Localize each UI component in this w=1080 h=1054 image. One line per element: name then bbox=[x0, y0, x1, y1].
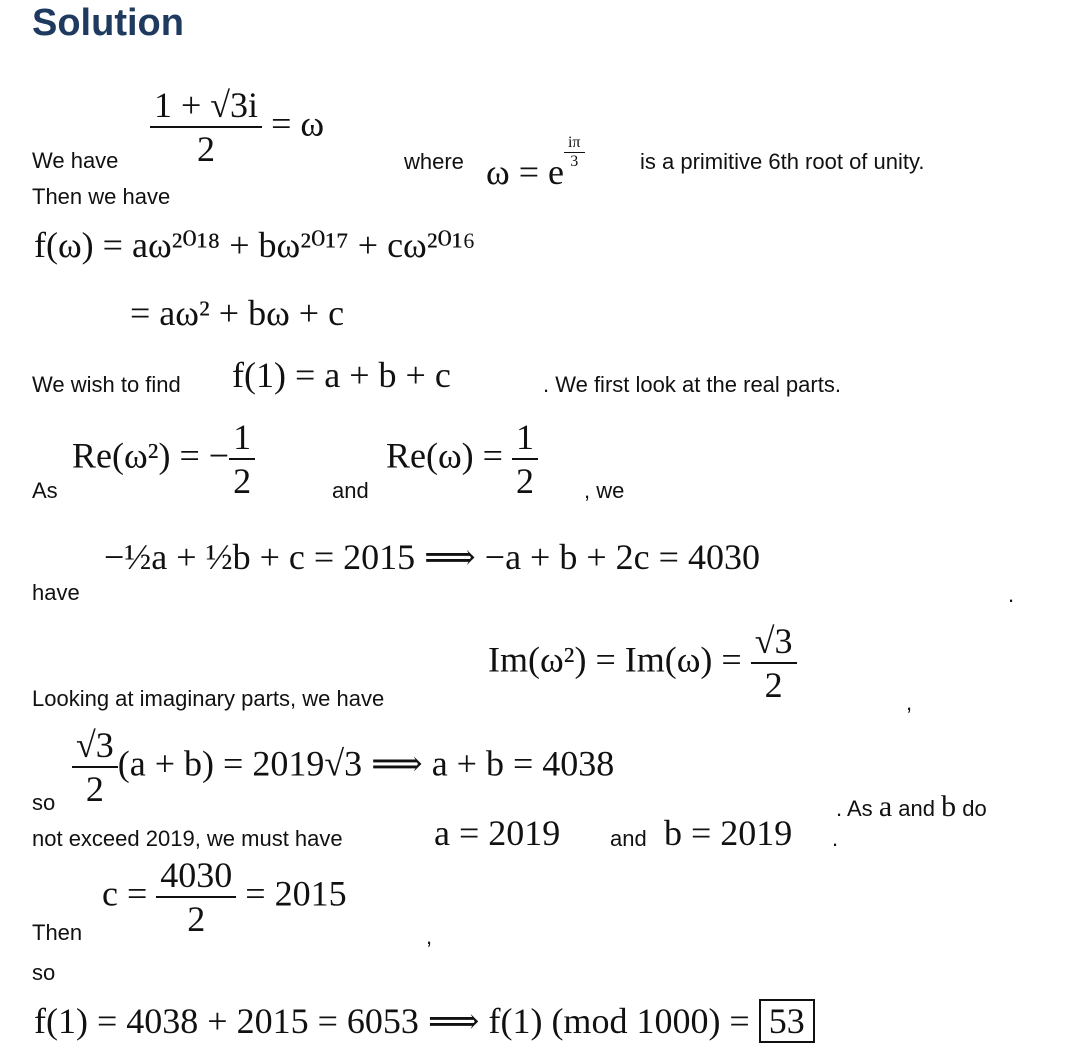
equation-f1-sum: f(1) = a + b + c bbox=[232, 355, 451, 395]
answer-box: 53 bbox=[759, 999, 815, 1043]
page-title: Solution bbox=[32, 2, 184, 44]
re-w-numerator: 1 bbox=[515, 417, 534, 457]
text-comma: , bbox=[906, 690, 913, 715]
text-as-a-b bbox=[836, 790, 987, 824]
im-result-numerator: √3 bbox=[76, 725, 114, 765]
equation-imag-parts bbox=[488, 620, 797, 706]
text-looking-imag: Looking at imaginary parts, we have bbox=[32, 686, 385, 711]
im-result-rhs: (a + b) = 2019√3 ⟹ a + b = 4038 bbox=[117, 743, 615, 784]
text-we-wish: We wish to find bbox=[32, 372, 181, 397]
exponent-numerator: iπ bbox=[567, 134, 581, 151]
var-a: a bbox=[878, 790, 893, 823]
equation-re-omega bbox=[386, 416, 538, 502]
text-as-2: . As bbox=[836, 796, 873, 821]
im-result-fraction bbox=[72, 724, 118, 810]
re-w-denominator: 2 bbox=[512, 458, 538, 502]
equals-omega: = ω bbox=[271, 103, 325, 144]
text-and-b: and bbox=[898, 796, 935, 821]
equation-re-omega-squared bbox=[72, 416, 255, 502]
omega-definition bbox=[150, 84, 324, 170]
equation-final bbox=[34, 1000, 815, 1042]
text-do: do bbox=[962, 796, 987, 821]
text-then: Then bbox=[32, 920, 83, 945]
text-where: where bbox=[404, 149, 464, 174]
equation-f-omega-line1: f(ω) = aω²⁰¹⁸ + bω²⁰¹⁷ + cω²⁰¹⁶ bbox=[34, 225, 476, 265]
im-denominator: 2 bbox=[751, 662, 797, 706]
text-have: have bbox=[32, 580, 80, 605]
im-lhs: Im(ω²) = Im(ω) = bbox=[488, 639, 742, 680]
im-fraction bbox=[751, 620, 797, 706]
re-omega-squared-lhs: Re(ω²) = − bbox=[72, 435, 230, 476]
equation-c-value bbox=[102, 854, 347, 940]
text-as: As bbox=[32, 478, 58, 503]
text-so-2: so bbox=[32, 960, 56, 985]
im-numerator: √3 bbox=[754, 621, 793, 661]
im-result-denominator: 2 bbox=[72, 766, 118, 810]
text-so: so bbox=[32, 790, 56, 815]
re-w2-numerator: 1 bbox=[233, 417, 252, 457]
c-lhs: c = bbox=[102, 873, 148, 914]
re-omega-squared-fraction bbox=[229, 416, 255, 502]
text-and: and bbox=[332, 478, 369, 503]
text-comma-we: , we bbox=[584, 478, 625, 503]
re-omega-fraction bbox=[512, 416, 538, 502]
exponent-fraction bbox=[564, 134, 585, 171]
text-period-2: . bbox=[832, 826, 839, 851]
omega-exponential bbox=[486, 134, 585, 193]
text-comma-2: , bbox=[426, 924, 433, 949]
re-omega-lhs: Re(ω) = bbox=[386, 435, 503, 476]
omega-numerator: 1 + √3i bbox=[154, 85, 259, 125]
c-numerator: 4030 bbox=[160, 855, 233, 895]
c-denominator: 2 bbox=[156, 896, 236, 940]
text-period: . bbox=[1008, 582, 1015, 607]
equation-f-omega-line2: = aω² + bω + c bbox=[130, 293, 345, 333]
text-we-have: We have bbox=[32, 148, 119, 173]
c-rhs: = 2015 bbox=[245, 873, 347, 914]
var-b: b bbox=[941, 790, 957, 823]
equation-b-value: b = 2019 bbox=[664, 813, 793, 853]
omega-fraction bbox=[150, 84, 262, 170]
omega-denominator: 2 bbox=[150, 126, 262, 170]
exponent-denominator: 3 bbox=[564, 152, 585, 171]
final-expression: f(1) = 4038 + 2015 = 6053 ⟹ f(1) (mod 1000) = bbox=[34, 1001, 750, 1041]
text-and-2: and bbox=[610, 826, 647, 851]
c-fraction bbox=[156, 854, 236, 940]
text-not-exceed: not exceed 2019, we must have bbox=[32, 826, 343, 851]
omega-eq-e: ω = e bbox=[486, 152, 564, 192]
text-then-we-have: Then we have bbox=[32, 184, 171, 209]
text-real-parts: . We first look at the real parts. bbox=[543, 372, 841, 397]
equation-real-parts: −½a + ½b + c = 2015 ⟹ −a + b + 2c = 4030 bbox=[104, 537, 760, 577]
re-w2-denominator: 2 bbox=[229, 458, 255, 502]
equation-a-value: a = 2019 bbox=[434, 813, 561, 853]
equation-imag-result bbox=[72, 724, 614, 810]
text-primitive-root: is a primitive 6th root of unity. bbox=[640, 149, 925, 174]
